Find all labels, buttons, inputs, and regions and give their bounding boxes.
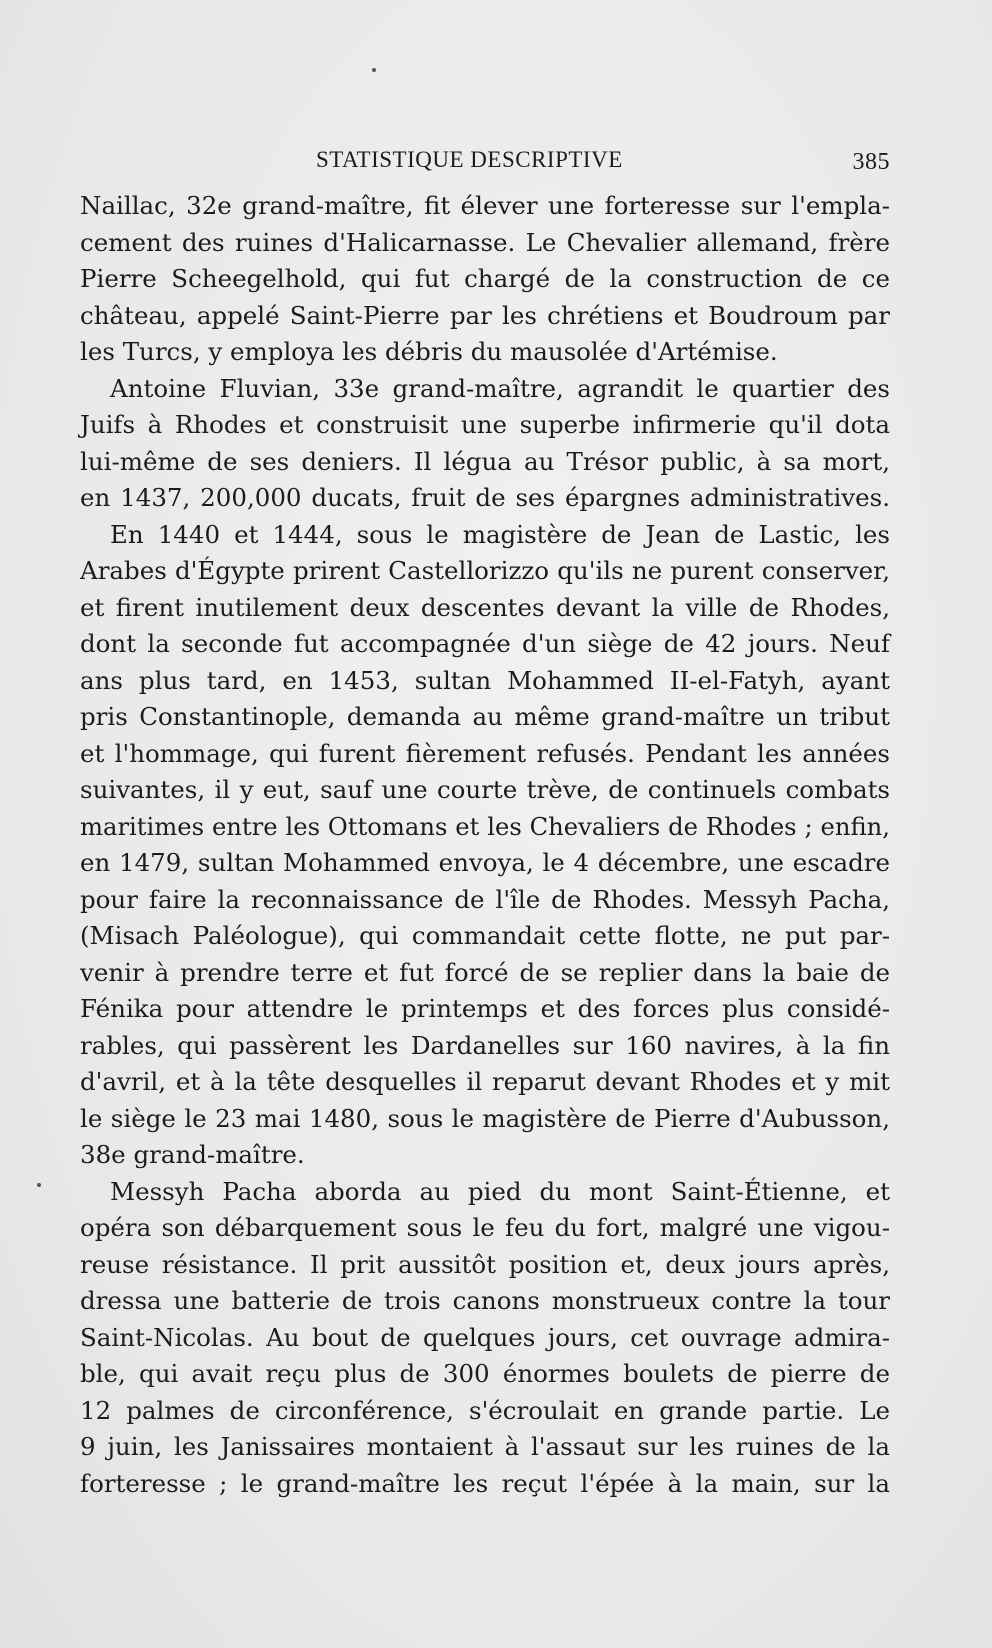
text-line: reuse résistance. Il prit aussitôt position et, deux jours après, xyxy=(80,1249,890,1279)
text-line: maritimes entre les Ottomans et les Chevaliers de Rhodes ; enfin, xyxy=(80,811,890,841)
stray-ink-mark xyxy=(37,1183,41,1187)
text-line: le siège le 23 mai 1480, sous le magistère de Pierre d'Aubusson, xyxy=(80,1103,890,1133)
page-number: 385 xyxy=(852,149,890,175)
text-line: venir à prendre terre et fut forcé de se replier dans la baie de xyxy=(80,957,890,987)
text-line: Fénika pour attendre le printemps et des forces plus considé- xyxy=(80,994,890,1023)
text-line: suivantes, il y eut, sauf une courte trève, de continuels combats xyxy=(80,775,890,804)
text-line: dont la seconde fut accompagnée d'un siège de 42 jours. Neuf xyxy=(80,629,890,658)
text-line: dressa une batterie de trois canons monstrueux contre la tour xyxy=(80,1286,890,1315)
running-title: STATISTIQUE DESCRIPTIVE xyxy=(316,147,623,172)
text-line: les Turcs, y employa les débris du mausolée d'Artémise. xyxy=(80,337,778,366)
text-line: (Misach Paléologue), qui commandait cette flotte, ne put par- xyxy=(80,921,890,950)
text-line: cement des ruines d'Halicarnasse. Le Chevalier allemand, frère xyxy=(80,227,890,257)
text-line: opéra son débarquement sous le feu du fort, malgré une vigou- xyxy=(80,1213,890,1242)
text-line: d'avril, et à la tête desquelles il reparut devant Rhodes et y mit xyxy=(80,1067,890,1096)
stray-ink-mark xyxy=(372,68,376,72)
text-line: et firent inutilement deux descentes devant la ville de Rhodes, xyxy=(80,592,890,622)
text-line: lui-même de ses deniers. Il légua au Trésor public, à sa mort, xyxy=(80,446,890,476)
text-line: Antoine Fluvian, 33e grand-maître, agrandit le quartier des xyxy=(110,373,890,403)
text-line: En 1440 et 1444, sous le magistère de Jean de Lastic, les xyxy=(110,519,890,549)
text-line: Messyh Pacha aborda au pied du mont Saint-Étienne, et xyxy=(110,1176,890,1206)
text-line: Juifs à Rhodes et construisit une superbe infirmerie qu'il dota xyxy=(80,410,890,439)
text-line: 38e grand-maître. xyxy=(80,1140,305,1169)
text-line: forteresse ; le grand-maître les reçut l'épée à la main, sur la xyxy=(80,1468,890,1498)
text-line: en 1437, 200,000 ducats, fruit de ses épargnes administratives. xyxy=(80,483,890,512)
text-line: 12 palmes de circonférence, s'écroulait en grande partie. Le xyxy=(80,1395,890,1425)
text-line: pour faire la reconnaissance de l'île de Rhodes. Messyh Pacha, xyxy=(80,884,890,914)
text-line: Pierre Scheegelhold, qui fut chargé de la construction de ce xyxy=(80,264,890,293)
text-line: pris Constantinople, demanda au même grand-maître un tribut xyxy=(80,702,890,731)
text-line: Naillac, 32e grand-maître, fit élever une forteresse sur l'empla- xyxy=(80,191,890,220)
text-line: rables, qui passèrent les Dardanelles sur 160 navires, à la fin xyxy=(80,1030,890,1060)
page-header xyxy=(78,147,890,179)
text-line: 9 juin, les Janissaires montaient à l'assaut sur les ruines de la xyxy=(80,1432,890,1461)
text-line: Arabes d'Égypte prirent Castellorizzo qu'ils ne purent conserver, xyxy=(80,556,890,585)
text-line: ans plus tard, en 1453, sultan Mohammed II-el-Fatyh, ayant xyxy=(80,665,890,695)
body-text xyxy=(80,188,890,1502)
text-line: en 1479, sultan Mohammed envoya, le 4 décembre, une escadre xyxy=(80,848,890,877)
text-line: Saint-Nicolas. Au bout de quelques jours, cet ouvrage admira- xyxy=(80,1322,890,1352)
text-line: et l'hommage, qui furent fièrement refusés. Pendant les années xyxy=(80,738,890,768)
text-line: château, appelé Saint-Pierre par les chrétiens et Boudroum par xyxy=(80,300,890,330)
text-line: ble, qui avait reçu plus de 300 énormes boulets de pierre de xyxy=(80,1359,890,1388)
